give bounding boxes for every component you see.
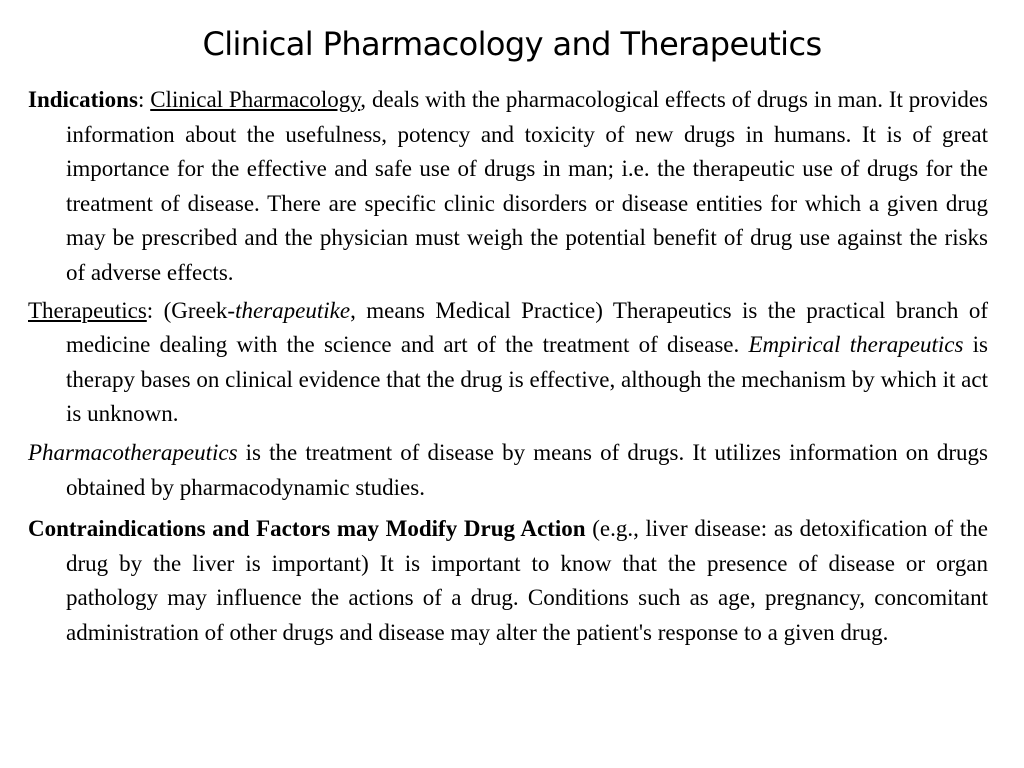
term-indications: Indications	[28, 87, 138, 112]
paragraph-indications	[28, 83, 988, 291]
term-therapeutics: Therapeutics	[28, 297, 147, 323]
page-title: Clinical Pharmacology and Therapeutics	[202, 25, 822, 63]
term-contraindications: Contraindications and Factors may Modify Drug Action	[28, 516, 586, 542]
separator: :	[137, 87, 151, 112]
paragraph-text: is therapy bases on clinical evidence that the drug is effective, although the mechanism by which it act is unknown.	[66, 332, 989, 427]
paragraph-text: , deals with the pharmacological effects of drugs in man. It provides information about the usefulness, potency and toxicity of new drugs in humans. It is of great importance for the effective and safe use of drugs in man; i.e. the therapeutic use of drugs for the treatment of disease. There are specific clinic disorders or disease entities for which a given drug may be prescribed and the physician must weigh the potential benefit of drug use against the risks of adverse effects.	[66, 87, 988, 285]
term-pharmacotherapeutics: Pharmacotherapeutics	[28, 439, 238, 465]
paragraph-text: , means Medical Practice) Therapeutics is the practical branch of medicine dealing with the science and art of the treatment of disease.	[66, 297, 988, 358]
slide-body	[28, 83, 988, 651]
paragraph-contraindications	[28, 512, 988, 650]
paragraph-text: (e.g., liver disease: as detoxification of the drug by the liver is important) It is important to know that the presence of disease or organ pathology may influence the actions of a drug. Conditions such as age, pregnancy, concomitant administration of other drugs and disease may alter the patient's response to a given drug.	[66, 516, 988, 645]
term-clinical-pharmacology: Clinical Pharmacology	[150, 87, 361, 112]
paragraph-pharmacotherapeutics	[28, 436, 988, 505]
paragraph-text: : (Greek-	[146, 297, 236, 323]
paragraph-therapeutics	[28, 294, 988, 432]
term-therapeutike: therapeutike	[235, 297, 351, 323]
term-empirical-therapeutics: Empirical therapeutics	[748, 332, 964, 358]
paragraph-text: is the treatment of disease by means of drugs. It utilizes information on drugs obtained by pharmacodynamic studies.	[66, 439, 988, 500]
